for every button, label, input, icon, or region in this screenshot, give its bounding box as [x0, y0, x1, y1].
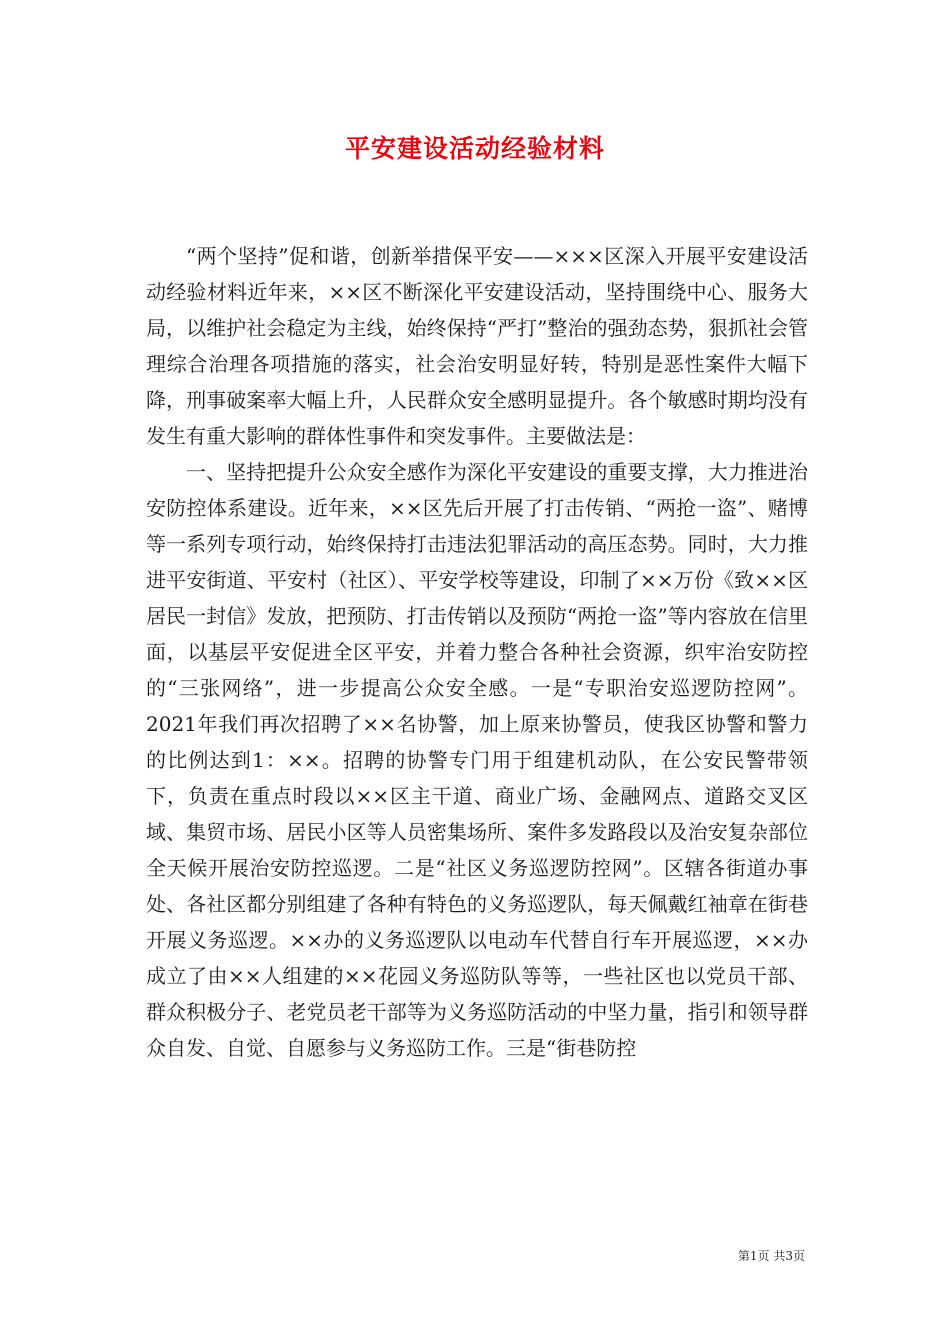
- document-body: [146, 238, 808, 1066]
- page-number: 第1页 共3页: [737, 1249, 805, 1263]
- paragraph-intro: “两个坚持”促和谐，创新举措保平安——×××区深入开展平安建设活动经验材料近年来，××区不断深化平安建设活动，坚持围绕中心、服务大局，以维护社会稳定为主线，始终保持“严打”整治的强劲态势，狠抓社会管理综合治理各项措施的落实，社会治安明显好转，特别是恶性案件大幅下降，刑事破案率大幅上升，人民群众安全感明显提升。各个敏感时期均没有发生有重大影响的群体性事件和突发事件。主要做法是：: [146, 244, 808, 448]
- paragraph-section-one: 一、坚持把提升公众安全感作为深化平安建设的重要支撑，大力推进治安防控体系建设。近年来，××区先后开展了打击传销、“两抢一盗”、赌博等一系列专项行动，始终保持打击违法犯罪活动的高压态势。同时，大力推进平安街道、平安村（社区）、平安学校等建设，印制了××万份《致××区居民一封信》发放，把预防、打击传销以及预防“两抢一盗”等内容放在信里面，以基层平安促进全区平安，并着力整合各种社会资源，织牢治安防控的“三张网络”，进一步提高公众安全感。一是“专职治安巡逻防控网”。2021年我们再次招聘了××名协警，加上原来协警员，使我区协警和警力的比例达到1：××。招聘的协警专门用于组建机动队，在公安民警带领下，负责在重点时段以××区主干道、商业广场、金融网点、道路交叉区域、集贸市场、居民小区等人员密集场所、案件多发路段以及治安复杂部位全天候开展治安防控巡逻。二是“社区义务巡逻防控网”。区辖各街道办事处、各社区都分别组建了各种有特色的义务巡逻队，每天佩戴红袖章在街巷开展义务巡逻。××办的义务巡逻队以电动车代替自行车开展巡逻，××办成立了由××人组建的××花园义务巡防队等等，一些社区也以党员干部、群众积极分子、老党员老干部等为义务巡防活动的中坚力量，指引和领导群众自发、自觉、自愿参与义务巡防工作。三是“街巷防控: [146, 460, 808, 1060]
- document-title: 平安建设活动经验材料: [344, 134, 605, 163]
